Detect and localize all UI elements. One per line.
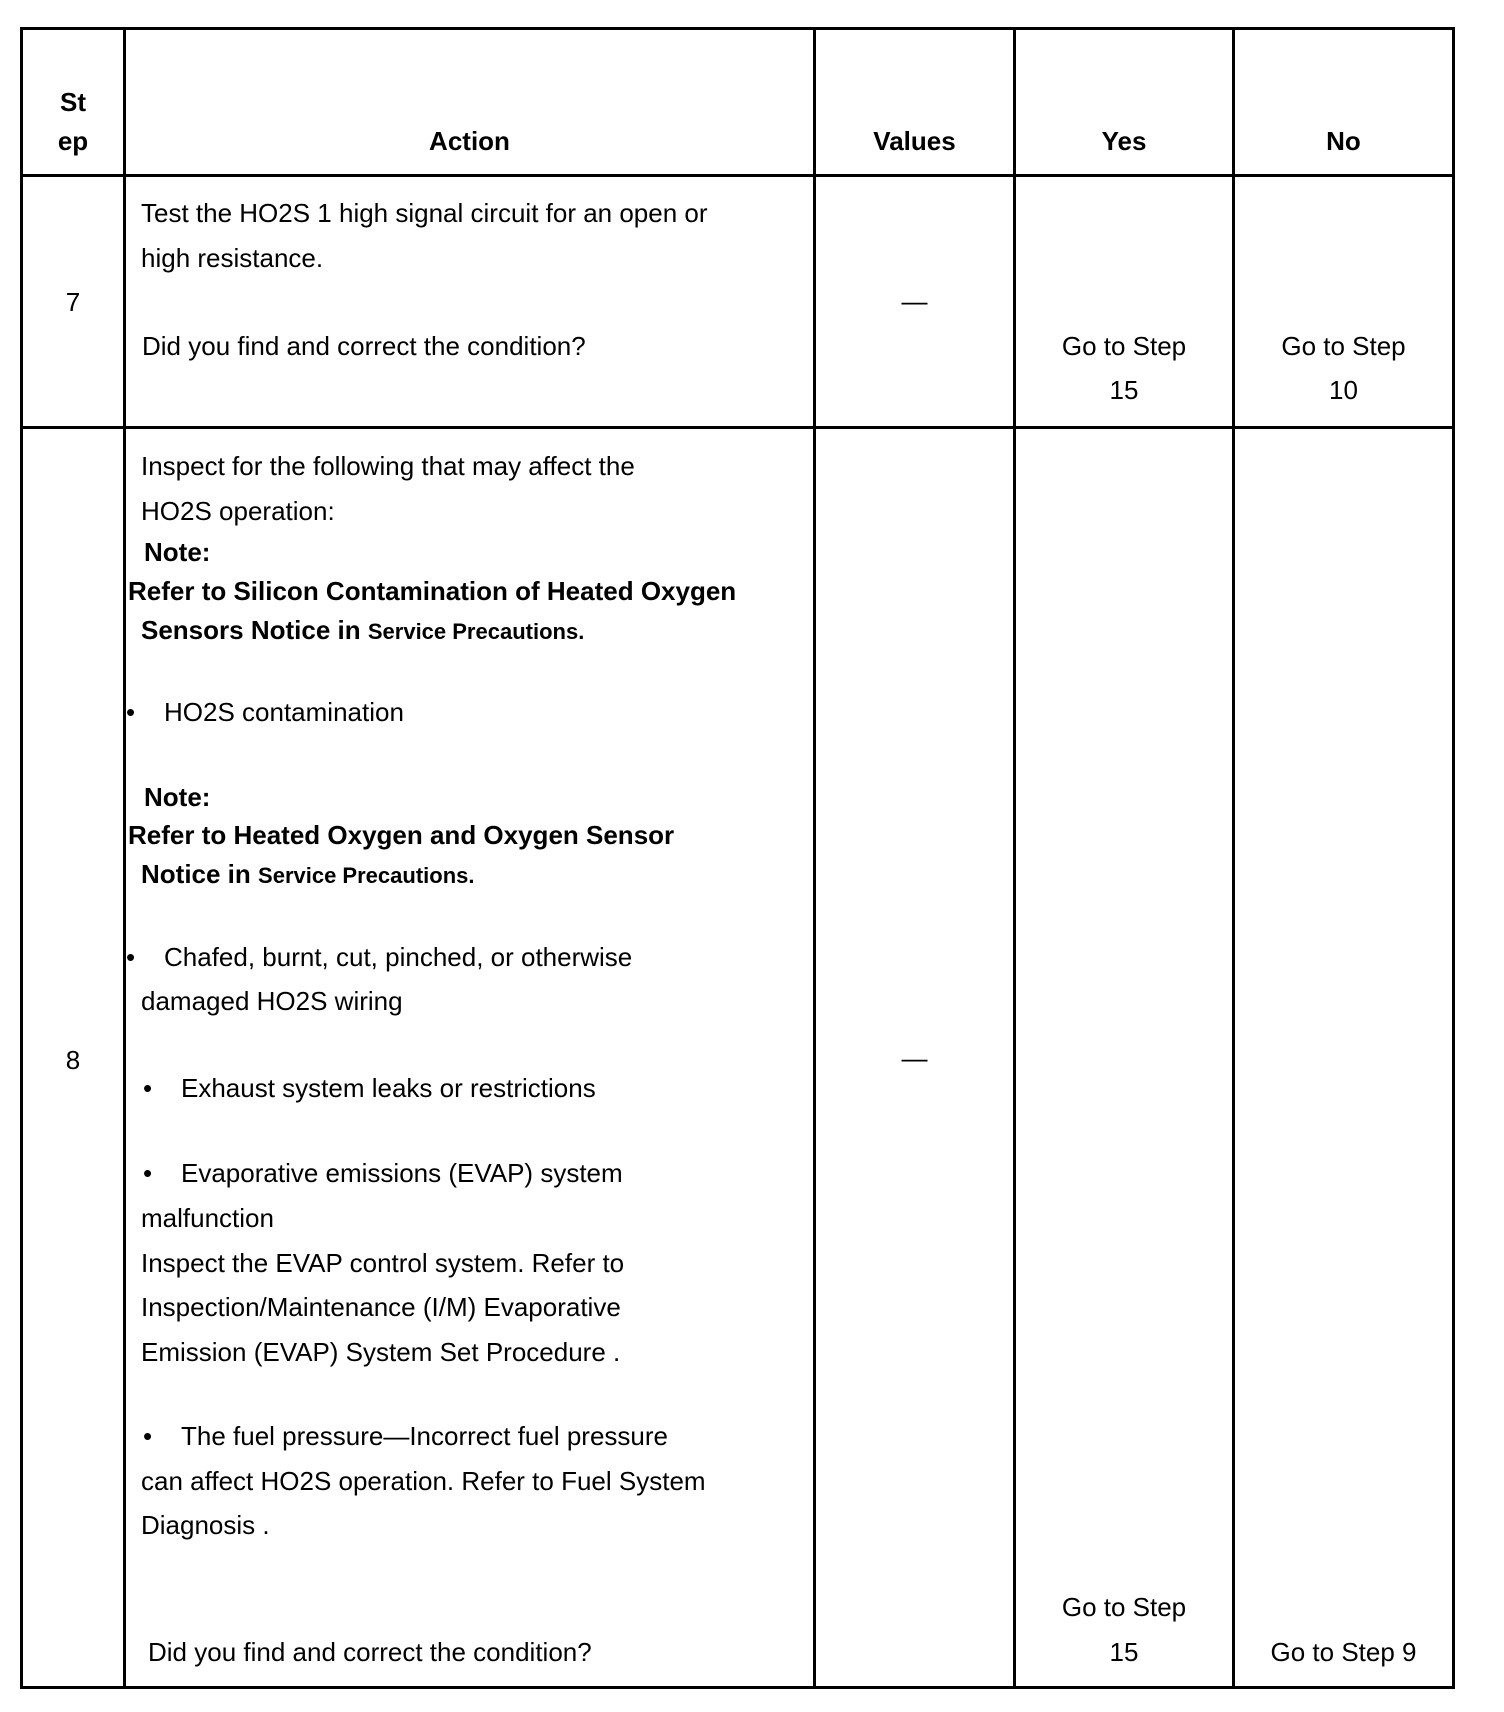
row8-item4-line2: malfunction xyxy=(141,1203,274,1233)
row7-no-line1: Go to Step xyxy=(1281,331,1406,361)
row8-no: Go to Step 9 xyxy=(1270,1637,1417,1667)
row8-item5-bullet: • xyxy=(143,1421,153,1451)
row8-note1-line2 xyxy=(141,615,584,647)
row8-step: 8 xyxy=(65,1045,81,1075)
row8-note2-line2-bold: Notice in xyxy=(141,859,251,889)
header-divider xyxy=(20,174,1455,177)
row8-item2-bullet: • xyxy=(126,942,136,972)
row8-item1: HO2S contamination xyxy=(164,697,404,727)
row8-note2-line2 xyxy=(141,859,474,891)
row7-question: Did you find and correct the condition? xyxy=(142,331,586,361)
header-yes: Yes xyxy=(1101,126,1147,156)
column-divider-action xyxy=(813,27,816,1689)
row8-item3-bullet: • xyxy=(143,1073,153,1103)
row7-no-line2: 10 xyxy=(1329,375,1358,405)
row8-item4-line1: Evaporative emissions (EVAP) system xyxy=(181,1158,623,1188)
row8-item1-bullet: • xyxy=(126,697,136,727)
row8-item3: Exhaust system leaks or restrictions xyxy=(181,1073,596,1103)
row-divider xyxy=(20,426,1455,429)
row8-question: Did you find and correct the condition? xyxy=(148,1637,592,1667)
column-divider-yes xyxy=(1232,27,1235,1689)
row8-item2-line1: Chafed, burnt, cut, pinched, or otherwise xyxy=(164,942,633,972)
row8-note1-line2-small: Service Precautions. xyxy=(367,619,585,644)
row8-values: — xyxy=(901,1043,928,1073)
header-step-line2: ep xyxy=(57,126,89,156)
row8-note1-line2-bold: Sensors Notice in xyxy=(141,615,361,645)
row8-note1-label: Note: xyxy=(144,537,211,567)
row8-intro-line1: Inspect for the following that may affect the xyxy=(141,451,635,481)
header-no: No xyxy=(1326,126,1361,156)
row8-item4-line3: Inspect the EVAP control system. Refer to xyxy=(141,1248,625,1278)
row8-note2-line2-small: Service Precautions. xyxy=(258,863,475,888)
row8-item4-line4: Inspection/Maintenance (I/M) Evaporative xyxy=(141,1292,621,1322)
row8-note2-label: Note: xyxy=(144,782,211,812)
row7-action-line1: Test the HO2S 1 high signal circuit for an open or xyxy=(141,198,708,228)
row8-note2-line1: Refer to Heated Oxygen and Oxygen Sensor xyxy=(128,820,675,850)
row8-item4-line5: Emission (EVAP) System Set Procedure . xyxy=(141,1337,621,1367)
header-values: Values xyxy=(873,126,956,156)
row7-action-line2: high resistance. xyxy=(141,243,324,273)
row8-item5-line2: can affect HO2S operation. Refer to Fuel System xyxy=(141,1466,706,1496)
column-divider-values xyxy=(1013,27,1016,1689)
row8-item5-line3: Diagnosis . xyxy=(141,1510,270,1540)
row8-note1-line1: Refer to Silicon Contamination of Heated Oxygen xyxy=(128,576,737,606)
column-divider-step xyxy=(123,27,126,1689)
row8-item4-bullet: • xyxy=(143,1158,153,1188)
table-border-top xyxy=(20,27,1455,30)
row8-intro-line2: HO2S operation: xyxy=(141,496,335,526)
row7-values: — xyxy=(901,286,928,316)
header-action: Action xyxy=(429,126,510,156)
row8-item5-line1: The fuel pressure—Incorrect fuel pressure xyxy=(181,1421,668,1451)
row8-yes-line2: 15 xyxy=(1109,1637,1139,1667)
row8-item2-line2: damaged HO2S wiring xyxy=(141,986,403,1016)
row7-yes-line2: 15 xyxy=(1109,375,1139,405)
table-border-left xyxy=(20,27,23,1689)
row8-yes-line1: Go to Step xyxy=(1061,1592,1187,1622)
row7-step: 7 xyxy=(65,287,81,317)
row7-yes-line1: Go to Step xyxy=(1061,331,1187,361)
table-border-bottom xyxy=(20,1686,1455,1689)
table-border-right xyxy=(1452,27,1455,1689)
header-step-line1: St xyxy=(60,87,86,117)
